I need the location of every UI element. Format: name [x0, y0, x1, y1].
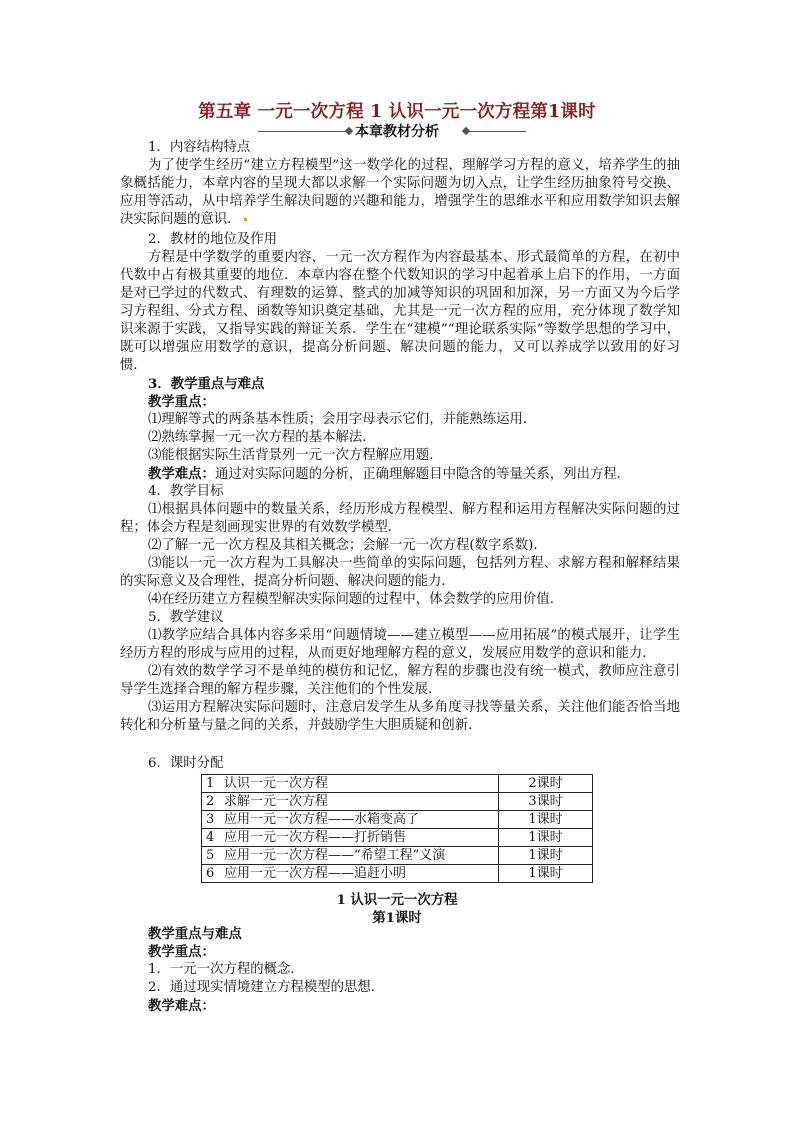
- divider-right: [466, 131, 526, 132]
- row-number: 2: [202, 793, 221, 811]
- key-points-label: 教学重点：: [148, 944, 215, 960]
- section-heading: 6．课时分配: [148, 756, 224, 771]
- table-row: [202, 793, 593, 811]
- row-number: 6: [202, 865, 221, 883]
- focus-heading: 教学重点与难点: [148, 926, 242, 942]
- section-heading: 4．教学目标: [148, 484, 224, 499]
- table-row: [202, 847, 593, 865]
- difficulty-label: 教学难点：: [148, 998, 215, 1014]
- key-point: ⑶能根据实际生活背景列一元一次方程解应用题．: [148, 448, 443, 463]
- section-heading: 1．内容结构特点: [148, 140, 251, 155]
- row-hours: 1课时: [499, 811, 593, 829]
- section-heading: 2．教材的地位及作用: [148, 232, 278, 247]
- row-topic: 应用一元一次方程——打折销售: [220, 829, 499, 847]
- section-heading: 3．教学重点与难点: [148, 376, 265, 392]
- difficulty-label: 教学难点：: [148, 466, 215, 482]
- row-number: 3: [202, 811, 221, 829]
- suggestion: ⑶运用方程解决实际问题时，注意启发学生从多角度寻找等量关系，关注他们能否恰当地转化和分析量与量之间的关系，并鼓励学生大胆质疑和创新．: [120, 700, 680, 733]
- objective: ⑶能以一元一次方程为工具解决一些简单的实际问题，包括列方程、求解方程和解释结果的实际意义及合理性，提高分析问题、解决问题的能力．: [120, 556, 680, 589]
- section-heading: 5．教学建议: [148, 610, 224, 625]
- schedule-table: [201, 774, 593, 883]
- difficulty-text: 通过对实际问题的分析，正确理解题目中隐含的等量关系，列出方程．: [214, 467, 631, 482]
- row-hours: 1课时: [499, 847, 593, 865]
- section-status-role: [120, 231, 680, 375]
- key-point: 2．通过现实情境建立方程模型的思想．: [148, 980, 385, 995]
- row-hours: 1课时: [499, 829, 593, 847]
- section-key-difficult: [120, 375, 680, 484]
- suggestion: ⑵有效的数学学习不是单纯的模仿和记忆，解方程的步骤也没有统一模式，教师应注意引导学生选择合理的解方程步骤，关注他们的个性发展．: [120, 664, 680, 697]
- lesson-period: 第1课时: [372, 910, 422, 926]
- row-topic: 求解一元一次方程: [220, 793, 499, 811]
- row-topic: 应用一元一次方程——追赶小明: [220, 865, 499, 883]
- suggestion: ⑴教学应结合具体内容多采用“问题情境——建立模型——应用拓展”的模式展开，让学生经历方程的形成与应用的过程，从而更好地理解方程的意义，发展应用数学的意识和能力．: [120, 628, 680, 661]
- row-topic: 应用一元一次方程——“希望工程”义演: [220, 847, 499, 865]
- row-topic: 应用一元一次方程——水箱变高了: [220, 811, 499, 829]
- row-hours: 3课时: [499, 793, 593, 811]
- section-content-structure: [120, 139, 680, 229]
- key-point: ⑴理解等式的两条基本性质；会用字母表示它们，并能熟练运用．: [148, 412, 537, 427]
- objective: ⑷在经历建立方程模型解决实际问题的过程中，体会数学的应用价值．: [148, 592, 564, 607]
- objective: ⑴根据具体问题中的数量关系，经历形成方程模型、解方程和运用方程解决实际问题的过程；体会方程是刻画现实世界的有效数学模型．: [120, 502, 680, 535]
- table-row: [202, 811, 593, 829]
- section-suggestions: [120, 609, 680, 735]
- section-subtitle-bar: [0, 121, 794, 141]
- key-points-label: 教学重点：: [148, 394, 215, 410]
- row-hours: 1课时: [499, 865, 593, 883]
- section-objectives: [120, 483, 680, 609]
- key-point: ⑵熟练掌握一元一次方程的基本解法．: [148, 430, 376, 445]
- lesson-focus: [120, 925, 680, 1015]
- section-subtitle: 本章教材分析: [355, 124, 439, 140]
- row-number: 1: [202, 775, 221, 793]
- row-hours: 2课时: [499, 775, 593, 793]
- table-row: [202, 865, 593, 883]
- lesson-title: 1 认识一元一次方程: [336, 892, 458, 908]
- paragraph: 方程是中学数学的重要内容，一元一次方程作为内容最基本、形式最简单的方程，在初中代数中占有极其重要的地位．本章内容在整个代数知识的学习中起着承上启下的作用，一方面是对已学过的代数式、有理数的运算、整式的加减等知识的巩固和加深，另一方面又为今后学习方程组、分式方程、函数等知识奠定基础，尤其是一元一次方程的应用，充分体现了数学知识来源于实践，又指导实践的辩证关系．学生在“建模”“理论联系实际”等数学思想的学习中，既可以增强应用数学的意识，提高分析问题、解决问题的能力，又可以养成学以致用的好习惯．: [120, 250, 680, 373]
- row-topic: 认识一元一次方程: [220, 775, 499, 793]
- row-number: 4: [202, 829, 221, 847]
- difficulty-line: [120, 465, 680, 484]
- yellow-mark: [244, 218, 247, 221]
- row-number: 5: [202, 847, 221, 865]
- section-schedule: [120, 755, 680, 773]
- page-title: 第五章 一元一次方程 1 认识一元一次方程第1课时: [198, 102, 596, 122]
- objective: ⑵了解一元一次方程及其相关概念；会解一元一次方程(数字系数)．: [148, 538, 547, 553]
- table-row: [202, 775, 593, 793]
- table-row: [202, 829, 593, 847]
- key-point: 1．一元一次方程的概念．: [148, 962, 304, 977]
- paragraph: 为了使学生经历“建立方程模型”这一数学化的过程，理解学习方程的意义，培养学生的抽象概括能力，本章内容的呈现大都以求解一个实际问题为切入点，让学生经历抽象符号交换、应用等活动，从中培养学生解决问题的兴趣和能力，增强学生的思维水平和应用数学知识去解决实际问题的意识．: [120, 158, 680, 227]
